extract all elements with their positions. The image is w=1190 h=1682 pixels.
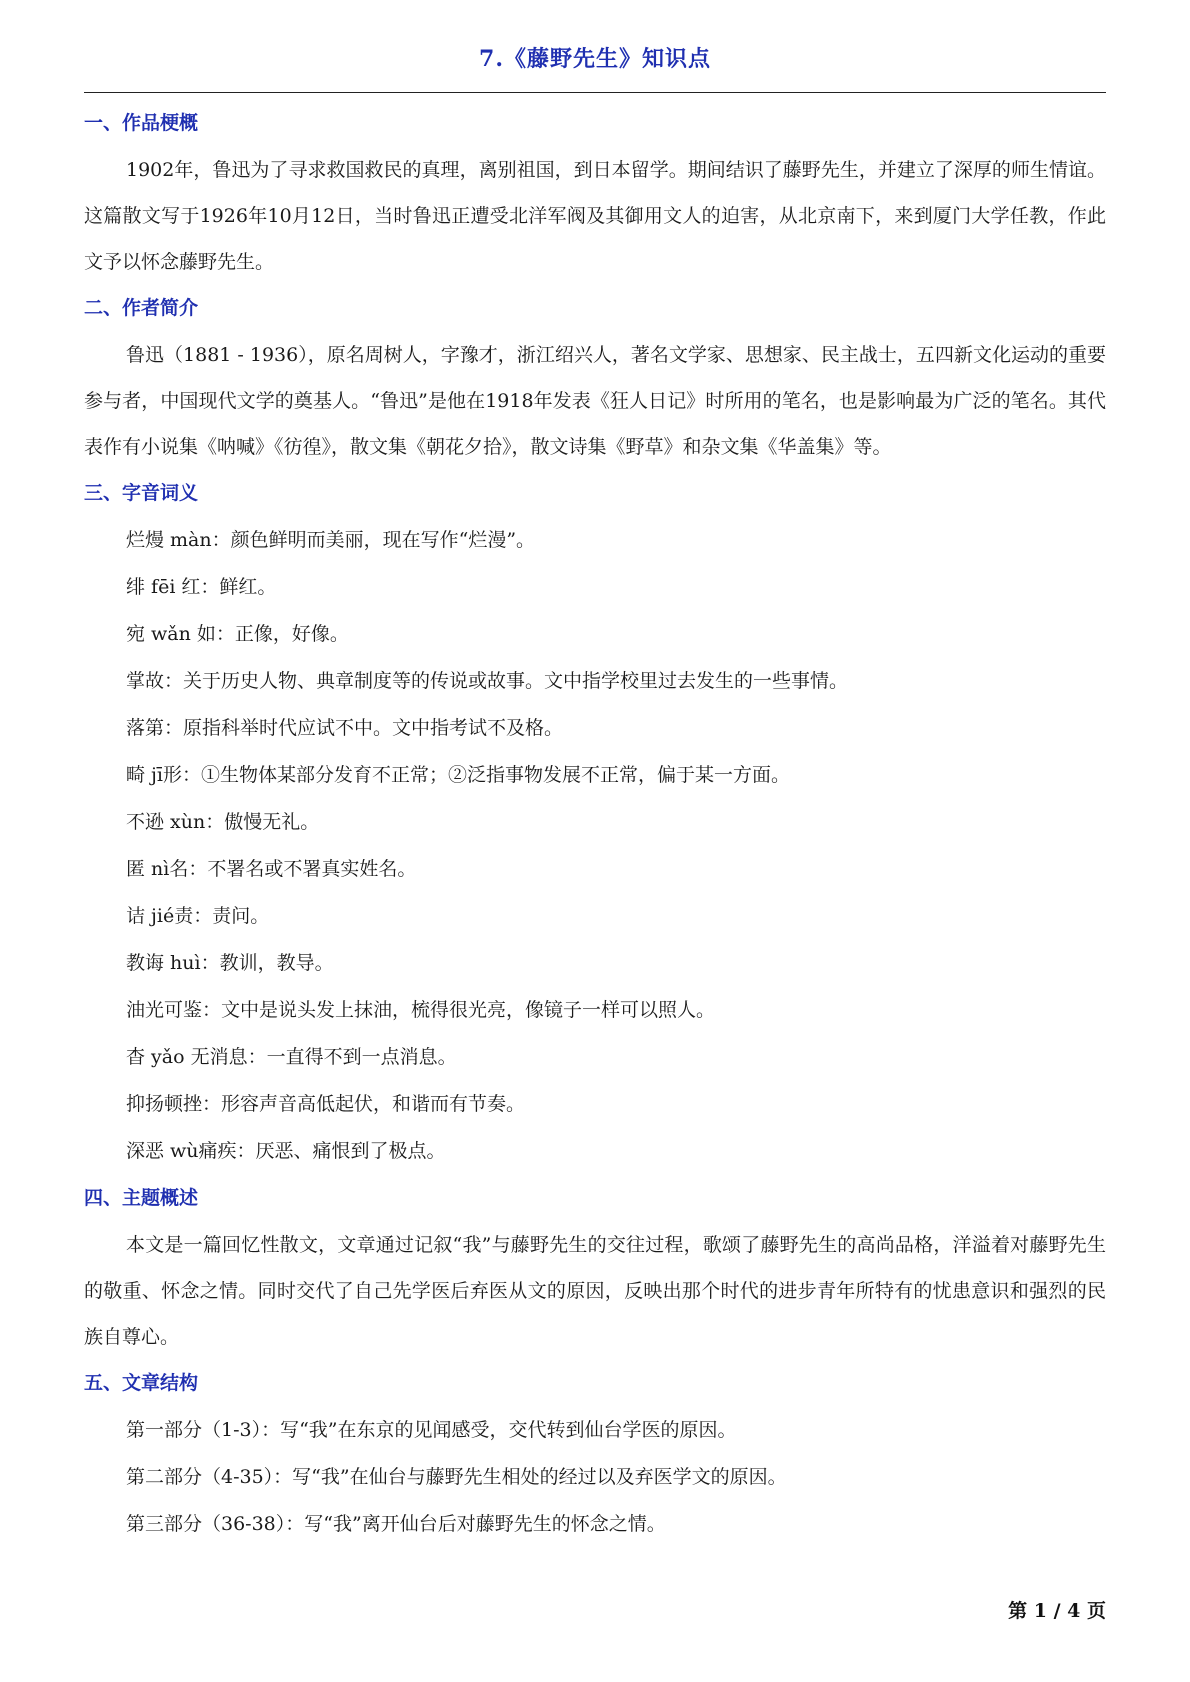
vocab-item: 深恶 wù痛疾：厌恶、痛恨到了极点。 xyxy=(126,1140,446,1162)
section-synopsis xyxy=(84,104,1106,285)
page-title: 7.《藤野先生》知识点 xyxy=(479,46,711,72)
vocab-item: 诘 jié责：责问。 xyxy=(126,905,270,927)
title-divider xyxy=(84,92,1106,93)
vocab-item: 油光可鉴：文中是说头发上抹油，梳得很光亮，像镜子一样可以照人。 xyxy=(126,999,716,1021)
section-theme xyxy=(84,1179,1106,1360)
section-structure xyxy=(84,1364,1106,1548)
section-author xyxy=(84,289,1106,470)
vocab-item: 杳 yǎo 无消息：一直得不到一点消息。 xyxy=(126,1046,457,1068)
vocab-item: 绯 fēi 红：鲜红。 xyxy=(126,576,277,598)
vocab-item: 掌故：关于历史人物、典章制度等的传说或故事。文中指学校里过去发生的一些事情。 xyxy=(126,670,849,692)
section-heading: 三、字音词义 xyxy=(84,482,199,504)
document-body xyxy=(84,100,1106,1548)
structure-item: 第二部分（4-35）：写“我”在仙台与藤野先生相处的经过以及弃医学文的原因。 xyxy=(126,1466,787,1488)
vocab-item: 宛 wǎn 如：正像，好像。 xyxy=(126,623,349,645)
vocab-item: 抑扬顿挫：形容声音高低起伏，和谐而有节奏。 xyxy=(126,1093,526,1115)
structure-item: 第三部分（36-38）：写“我”离开仙台后对藤野先生的怀念之情。 xyxy=(126,1513,666,1535)
section-heading: 一、作品梗概 xyxy=(84,112,199,134)
structure-item: 第一部分（1-3）：写“我”在东京的见闻感受，交代转到仙台学医的原因。 xyxy=(126,1419,737,1441)
section-vocabulary xyxy=(84,474,1106,1175)
vocab-item: 烂熳 màn：颜色鲜明而美丽，现在写作“烂漫”。 xyxy=(126,529,536,551)
paragraph: 1902年，鲁迅为了寻求救国救民的真理，离别祖国，到日本留学。期间结识了藤野先生，并建立了深厚的师生情谊。这篇散文写于1926年10月12日，当时鲁迅正遭受北洋军阀及其御用文人的迫害，从北京南下，来到厦门大学任教，作此文予以怀念藤野先生。 xyxy=(84,159,1106,273)
page-number: 第 1 / 4 页 xyxy=(1008,1600,1106,1622)
section-heading: 二、作者简介 xyxy=(84,297,199,319)
section-heading: 五、文章结构 xyxy=(84,1372,199,1394)
vocab-item: 畸 jī形：①生物体某部分发育不正常；②泛指事物发展不正常，偏于某一方面。 xyxy=(126,764,791,786)
vocab-item: 不逊 xùn：傲慢无礼。 xyxy=(126,811,320,833)
vocab-item: 匿 nì名：不署名或不署真实姓名。 xyxy=(126,858,417,880)
vocab-item: 教诲 huì：教训，教导。 xyxy=(126,952,334,974)
paragraph: 本文是一篇回忆性散文，文章通过记叙“我”与藤野先生的交往过程，歌颂了藤野先生的高尚品格，洋溢着对藤野先生的敬重、怀念之情。同时交代了自己先学医后弃医从文的原因，反映出那个时代的进步青年所特有的忧患意识和强烈的民族自尊心。 xyxy=(84,1234,1106,1348)
vocab-item: 落第：原指科举时代应试不中。文中指考试不及格。 xyxy=(126,717,564,739)
section-heading: 四、主题概述 xyxy=(84,1187,199,1209)
paragraph: 鲁迅（1881 - 1936），原名周树人，字豫才，浙江绍兴人，著名文学家、思想家、民主战士，五四新文化运动的重要参与者，中国现代文学的奠基人。“鲁迅”是他在1918年发表《狂人日记》时所用的笔名，也是影响最为广泛的笔名。其代表作有小说集《呐喊》《彷徨》，散文集《朝花夕拾》，散文诗集《野草》和杂文集《华盖集》等。 xyxy=(84,344,1106,458)
